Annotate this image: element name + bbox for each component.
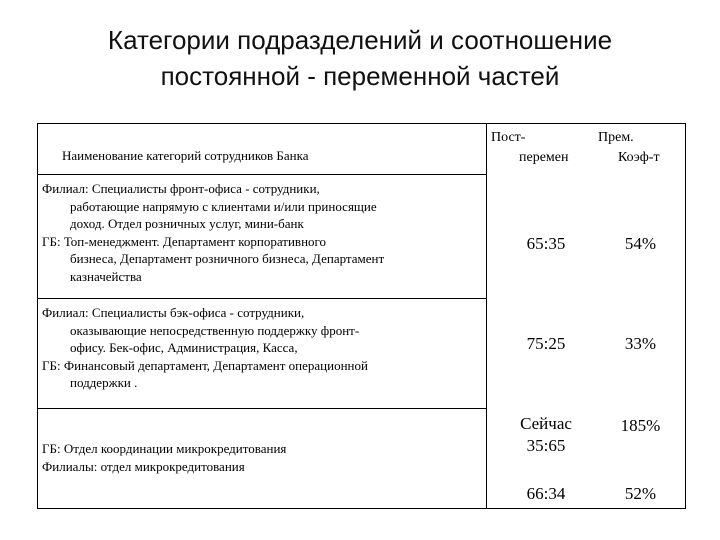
slide-title-line-1: Категории подразделений и соотношение xyxy=(107,25,613,55)
row-divider-1 xyxy=(38,298,486,299)
row-1-ratio: 65:35 xyxy=(526,234,566,253)
header-divider xyxy=(38,174,486,175)
header-ratio-line-2: перемен xyxy=(519,150,569,165)
row-2-line: поддержки . xyxy=(70,375,138,391)
row-1-line: доход. Отдел розничных услуг, мини-банк xyxy=(70,216,304,232)
row-divider-2 xyxy=(38,408,486,409)
slide-title xyxy=(0,22,720,94)
row-2-line: ГБ: Финансовый департамент, Департамент операционной xyxy=(42,357,368,373)
row-3-line: ГБ: Отдел координации микрокредитования xyxy=(42,441,287,456)
categories-table xyxy=(37,123,686,509)
header-ratio-line-1: Пост- xyxy=(491,130,526,145)
row-1-line: казначейства xyxy=(70,268,142,284)
row-1-line: Филиал: Специалисты фронт-офиса - сотрудники, xyxy=(42,181,320,196)
row-1-line: работающие напрямую с клиентами и/или приносящие xyxy=(70,198,377,214)
row-3-ratio-label: Сейчас xyxy=(520,414,572,433)
row-1-description xyxy=(42,180,482,286)
row-3-ratio-current: 35:65 xyxy=(526,436,566,455)
row-3-description xyxy=(42,440,482,475)
slide-title-line-2: постоянной - переменной частей xyxy=(160,61,560,91)
row-2-ratio: 75:25 xyxy=(526,334,566,353)
row-3-coefficient-planned: 52% xyxy=(624,484,657,503)
header-coefficient xyxy=(596,128,685,168)
header-coef-line-2: Коэф-т xyxy=(618,150,660,165)
row-1-line: бизнеса, Департамент розничного бизнеса, Департамент xyxy=(70,251,385,267)
row-1-coefficient: 54% xyxy=(624,234,657,253)
row-2-line: Филиал: Специалисты бэк-офиса - сотрудники, xyxy=(42,305,305,320)
row-3-coefficient-current: 185% xyxy=(620,416,661,435)
header-category-name: Наименование категорий сотрудников Банка xyxy=(62,148,309,163)
row-3-line: Филиалы: отдел микрокредитования xyxy=(42,458,245,474)
header-coef-line-1: Прем. xyxy=(598,130,634,145)
row-2-coefficient: 33% xyxy=(624,334,657,353)
row-3-ratio-planned: 66:34 xyxy=(526,484,566,503)
row-2-line: офису. Бек-офис, Администрация, Касса, xyxy=(70,340,298,356)
row-2-description xyxy=(42,304,482,392)
row-1-line: ГБ: Топ-менеджмент. Департамент корпоративного xyxy=(42,233,327,249)
header-ratio xyxy=(486,128,596,168)
row-2-line: оказывающие непосредственную поддержку фронт- xyxy=(70,322,360,338)
